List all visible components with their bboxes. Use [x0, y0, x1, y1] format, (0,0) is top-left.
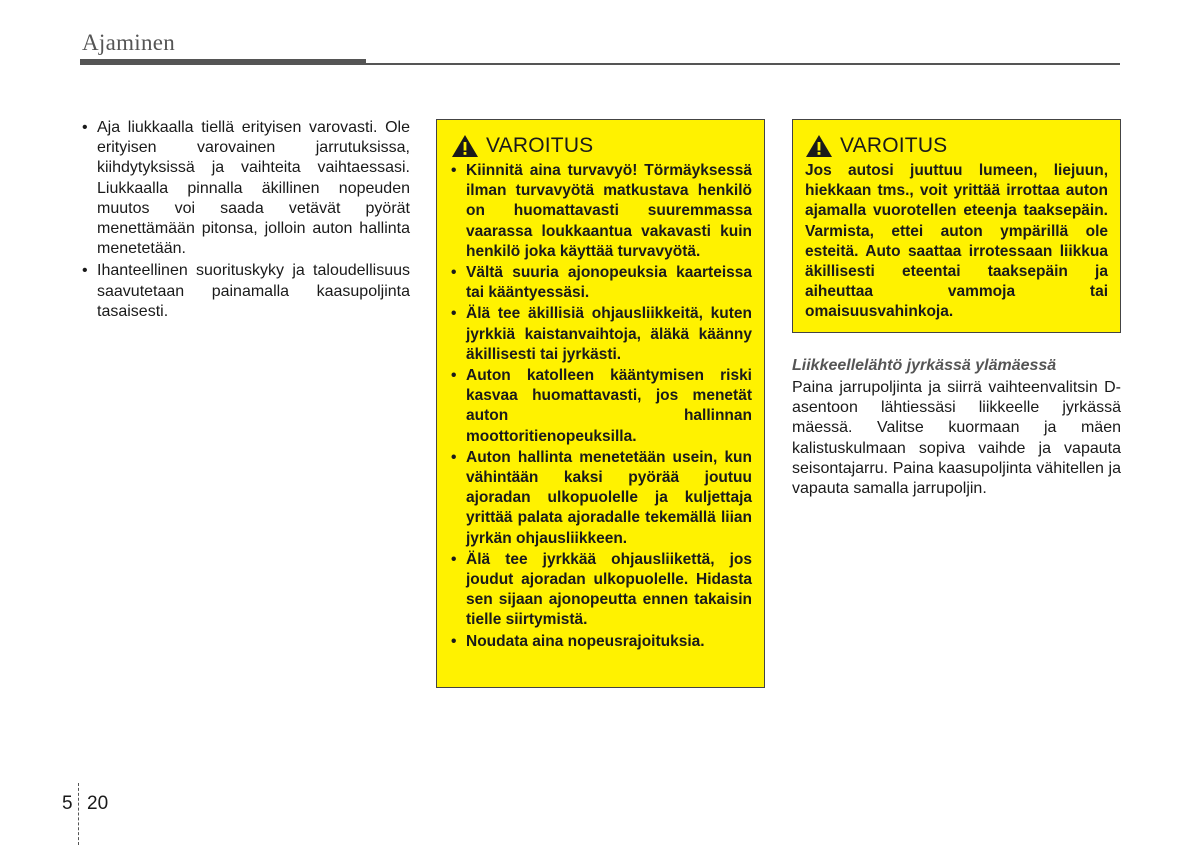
left-column: [80, 118, 410, 324]
warning-title: VAROITUS: [840, 134, 948, 157]
list-item: • Auton katolleen kääntymisen riski kasvaa huomattavasti, jos menetät auton hallinnan moottoritienopeuksilla.: [451, 366, 752, 447]
list-item: • Ihanteellinen suorituskyky ja taloudellisuus saavutetaan painamalla kaasupoljinta tasaisesti.: [80, 261, 410, 322]
warning-triangle-icon: [805, 134, 833, 158]
header-rule-thick: [80, 59, 366, 65]
header-rule-thin: [366, 63, 1120, 65]
list-item: • Vältä suuria ajonopeuksia kaarteissa tai kääntyessäsi.: [451, 263, 752, 303]
warning-triangle-icon: [451, 134, 479, 158]
section-heading: Liikkeellelähtö jyrkässä ylämäessä: [792, 357, 1057, 374]
warning-box-driving: [436, 119, 765, 688]
warning-list: [451, 161, 752, 652]
chapter-title: Ajaminen: [82, 30, 176, 55]
warning-box-stuck: [792, 119, 1121, 333]
list-item: • Aja liukkaalla tiellä erityisen varovasti. Ole erityisen varovainen jarrutuksissa, kiihdytyksissä ja vaihteita vaihtaessasi. Liukkaalla pinnalla äkillinen nopeuden muutos voi saada vetävät pyörät menettämään pitonsa, jolloin auton hallinta menetetään.: [80, 118, 410, 259]
page-number: 20: [87, 793, 109, 814]
list-item: • Auton hallinta menetetään usein, kun vähintään kaksi pyörää joutuu ajoradan ulkopuolelle ja kuljettaja yrittää palata ajoradalle tekemällä liian jyrkän ohjausliikkeen.: [451, 448, 752, 549]
list-item: • Älä tee äkillisiä ohjausliikkeitä, kuten jyrkkiä kaistanvaihtoja, äläkä käänny äkillisesti tai jyrkästi.: [451, 304, 752, 365]
warning-header: [805, 134, 1108, 158]
warning-title: VAROITUS: [486, 134, 594, 157]
warning-text: Jos autosi juuttuu lumeen, liejuun, hiekkaan tms., voit yrittää irrottaa auton ajamalla vuorotellen eteenja taaksepäin. Varmista, ettei auton ympärillä ole esteitä. Auto saattaa irrotessaan liikkua äkillisesti eteentai taaksepäin ja aiheuttaa vammoja tai omaisuusvahinkoja.: [805, 162, 1108, 321]
list-item: • Noudata aina nopeusrajoituksia.: [451, 632, 752, 652]
section-body: Paina jarrupoljinta ja siirrä vaihteenvalitsin D-asentoon lähtiessäsi liikkeelle jyrkässä mäessä. Valitse kuormaan ja mäen kalistuskulmaan sopiva vaihde ja vapauta seisontajarru. Paina kaasupoljinta vähitellen ja vapauta samalla jarrupoljin.: [792, 379, 1121, 498]
driving-tips-list: [80, 118, 410, 322]
list-item: • Älä tee jyrkkää ohjausliikettä, jos joudut ajoradan ulkopuolelle. Hidasta sen sijaan ajonopeutta ennen takaisin tielle siirtymistä.: [451, 550, 752, 631]
list-item: • Kiinnitä aina turvavyö! Törmäyksessä ilman turvavyötä matkustava henkilö on huomattavasti suuremmassa vaarassa loukkaantua vakavasti kuin henkilö joka käyttää turvavyötä.: [451, 161, 752, 262]
warning-header: [451, 134, 752, 158]
chapter-number: 5: [62, 793, 73, 814]
footer-divider: [78, 783, 79, 845]
